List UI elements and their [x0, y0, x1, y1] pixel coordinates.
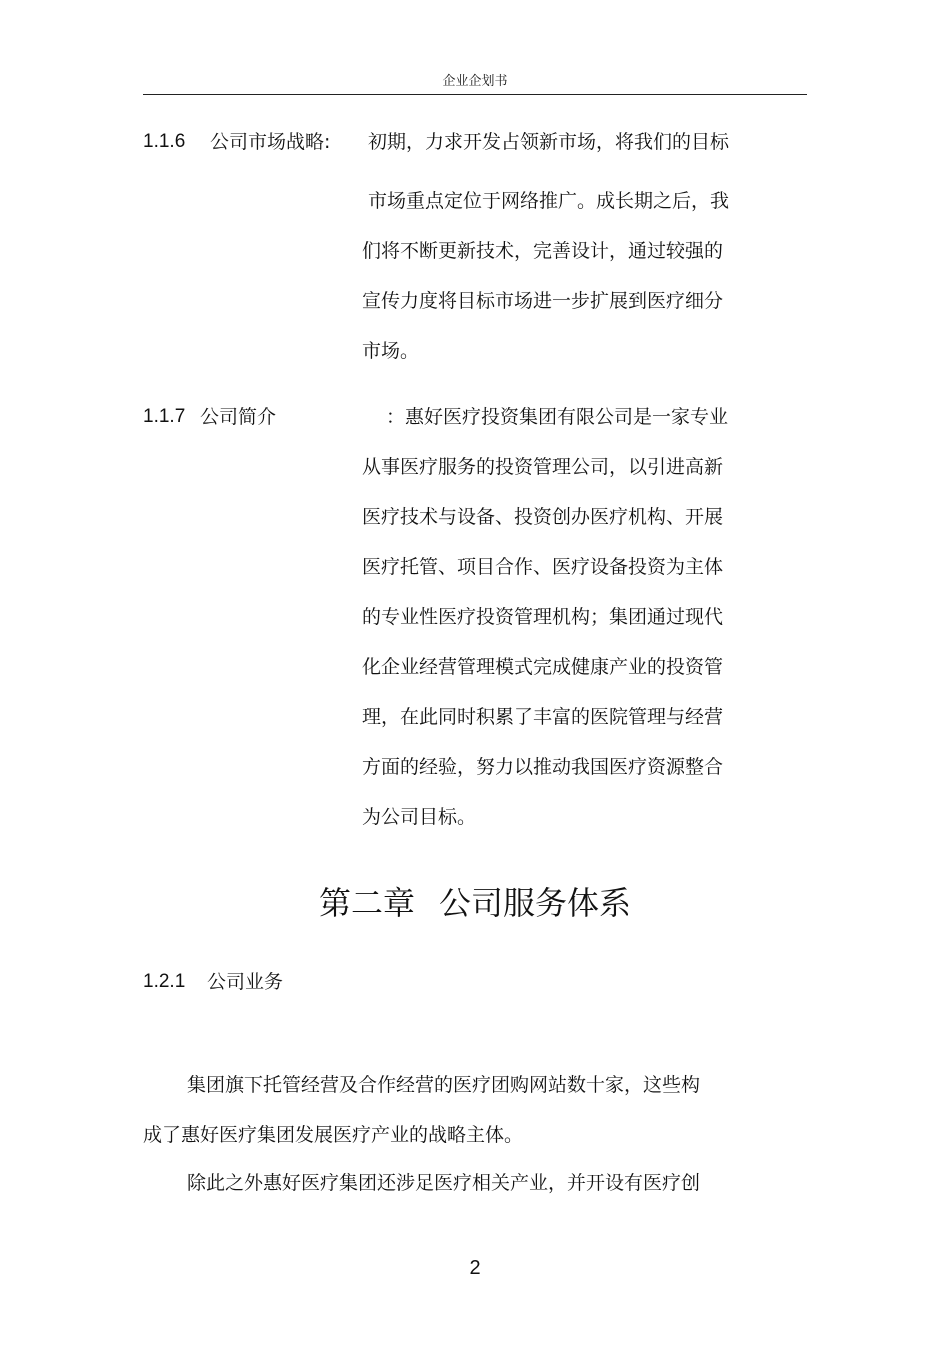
- section-117-line: 的专业性医疗投资管理机构；集团通过现代: [362, 606, 724, 628]
- section-116-line: 宣传力度将目标市场进一步扩展到医疗细分: [362, 290, 724, 312]
- header-title: 企业企划书: [442, 74, 508, 89]
- section-116-line: 市场重点定位于网络推广。成长期之后，我: [368, 190, 730, 212]
- section-117-line: 理，在此同时积累了丰富的医院管理与经营: [362, 706, 724, 728]
- paragraph-line: 除此之外惠好医疗集团还涉足医疗相关产业，并开设有医疗创: [187, 1172, 701, 1194]
- page-number: 2: [469, 1257, 481, 1279]
- section-117-line: 化企业经营管理模式完成健康产业的投资管: [362, 656, 724, 678]
- chapter-label: 第二章: [318, 884, 415, 922]
- section-117-title: 公司简介: [200, 406, 277, 428]
- section-116-number: 1.1.6: [143, 131, 186, 152]
- section-117-line: 医疗托管、项目合作、医疗设备投资为主体: [362, 556, 724, 578]
- section-116-line: 们将不断更新技术，完善设计，通过较强的: [362, 240, 724, 262]
- section-116-title: 公司市场战略:: [210, 131, 331, 153]
- chapter-title: 公司服务体系: [439, 884, 632, 922]
- section-117-line: 为公司目标。: [362, 806, 477, 828]
- header-divider: [143, 94, 807, 95]
- section-117-line: 方面的经验，努力以推动我国医疗资源整合: [362, 756, 724, 778]
- section-117-number: 1.1.7: [143, 406, 186, 427]
- paragraph-line: 成了惠好医疗集团发展医疗产业的战略主体。: [143, 1124, 524, 1146]
- section-117-line: 医疗技术与设备、投资创办医疗机构、开展: [362, 506, 724, 528]
- chapter-heading: [0, 883, 950, 923]
- paragraph-line: 集团旗下托管经营及合作经营的医疗团购网站数十家，这些构: [187, 1074, 701, 1096]
- section-116-line: 市场。: [362, 340, 420, 362]
- section-121-title: 公司业务: [207, 971, 284, 993]
- section-117-line: ：惠好医疗投资集团有限公司是一家专业: [386, 406, 729, 428]
- section-116-line: 初期，力求开发占领新市场，将我们的目标: [368, 131, 730, 153]
- section-117-line: 从事医疗服务的投资管理公司，以引进高新: [362, 456, 724, 478]
- section-121-number: 1.2.1: [143, 971, 186, 992]
